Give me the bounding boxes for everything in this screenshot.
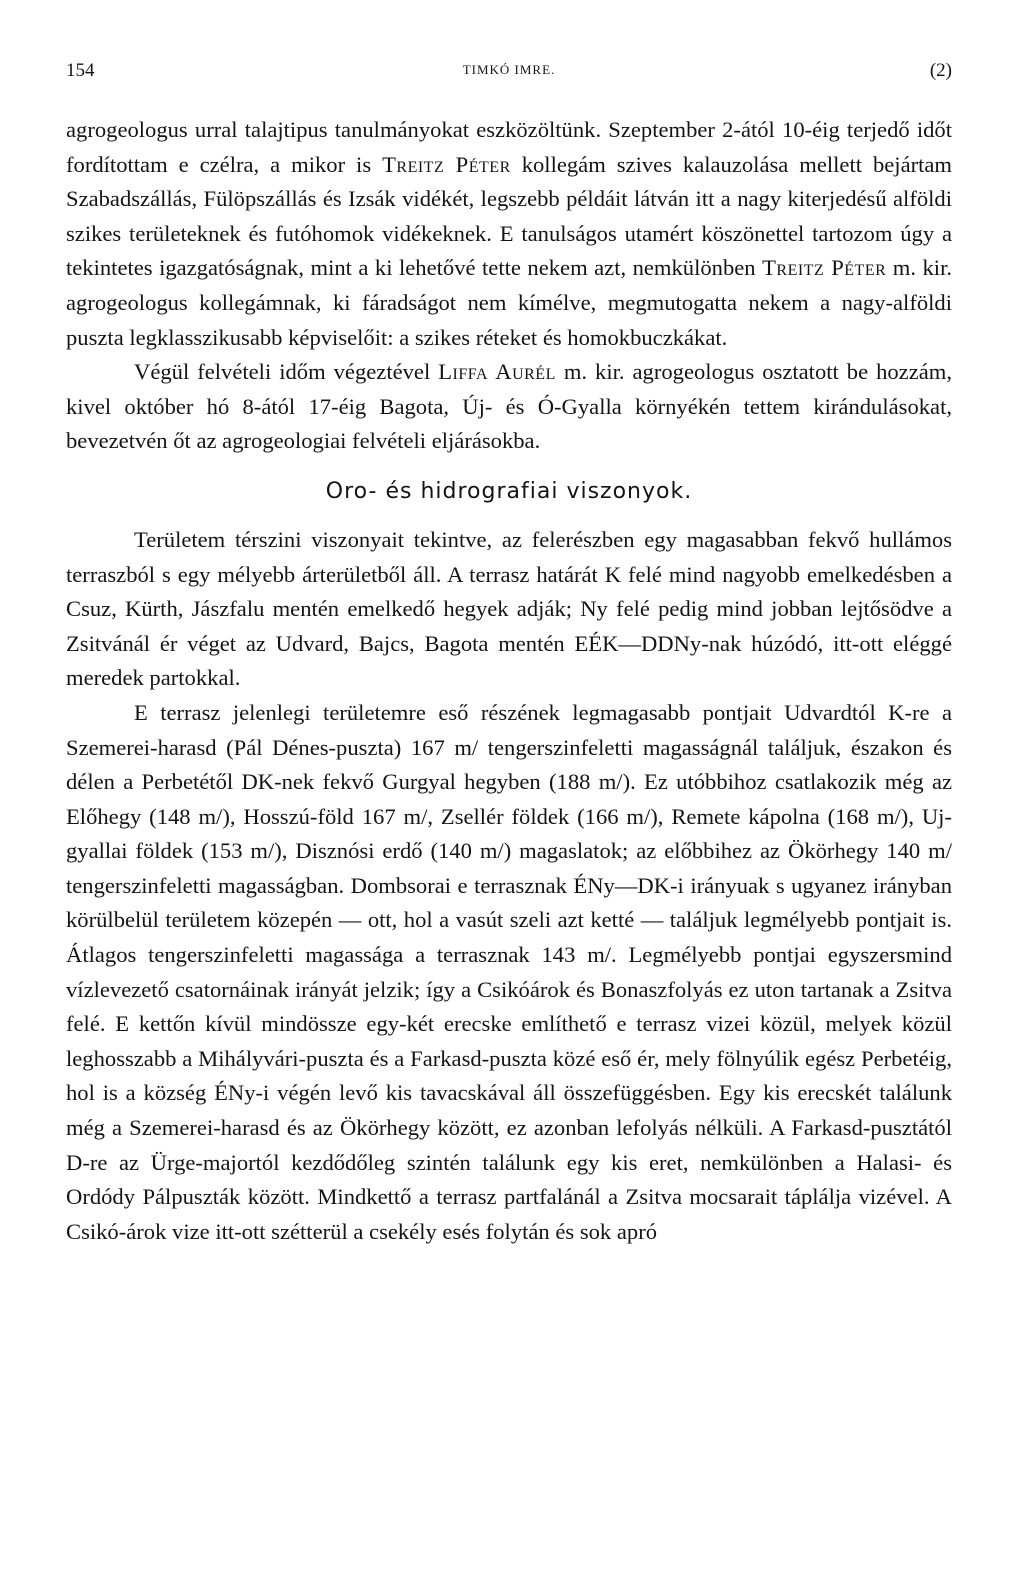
paragraph-text: m. kir. agrogeologus kollegámnak, ki fáradságot nem kímélve, megmutogatta nekem a nagy-alföldi puszta legklasszikusabb képviselőit: a szikes réteket és homokbuczkákat. <box>66 255 952 350</box>
paragraph-text: Végül felvételi időm végeztével <box>134 359 439 385</box>
paragraph-text: agrogeologus urral talajtipus tanulmányokat eszközöltünk. Szeptember 2-ától 10-éig terjedő időt fordítottam e czélra, a mikor is <box>66 117 952 177</box>
part-label: (2) <box>929 60 952 81</box>
paragraph-text: m. kir. agrogeologus osztatott be hozzám, kivel október hó 8-ától 17-éig Bagota, Új- és Ó-Gyalla környékén tettem kirándulásokat, bevezetvén őt az agrogeologiai felvételi eljárásokba. <box>66 359 952 454</box>
person-name: Treitz Péter <box>762 255 887 281</box>
body-text <box>66 113 952 1249</box>
paragraph-terrain: Területem térszini viszonyait tekintve, az felerészben egy magasabban fekvő hullámos terraszból s egy mélyebb árterületből áll. A terrasz határát K felé mind nagyobb emelkedésben a Csuz, Kürth, Jászfalu mentén emelkedő hegyek adják; Ny felé pedig mind jobban lejtősödve a Zsitvánál ér véget az Udvard, Bajcs, Bagota mentén EÉK—DDNy-nak húzódó, itt-ott eléggé meredek partokkal. <box>66 526 952 691</box>
running-title: TIMKÓ IMRE. <box>462 62 556 77</box>
page-number: 154 <box>66 60 95 81</box>
paragraph-terrace: E terrasz jelenlegi területemre eső részének legmagasabb pontjait Udvardtól K-re a Szemerei-harasd (Pál Dénes-puszta) 167 m/ tengerszinfeletti magasságnál találjuk, északon és délen a Perbetétől DK-nek fekvő Gurgyal hegyben (188 m/). Ez utóbbihoz csatlakozik még az Előhegy (148 m/), Hosszú-föld 167 m/, Zsellér földek (166 m/), Remete kápolna (168 m/), Uj-gyallai földek (153 m/), Disznósi erdő (140 m/) magaslatok; az előbbihez az Ökörhegy 140 m/ tengerszinfeletti magasságban. Dombsorai e terrasznak ÉNy—DK-i irányuak s ugyanez irányban körülbelül területem közepén — ott, hol a vasút szeli azt ketté — találjuk legmélyebb pontjait is. Átlagos tengerszinfeletti magassága a terrasznak 143 m/. Legmélyebb pontjai egyszersmind vízlevezető csatornáinak irányát jelzik; így a Csikóárok és Bonaszfolyás ez uton tartanak a Zsitva felé. E kettőn kívül mindössze egy-két erecske említhető e terrasz vizei közül, melyek közül leghosszabb a Mihályvári-puszta és a Farkasd-puszta közé eső ér, mely fölnyúlik egész Perbetéig, hol is a község ÉNy-i végén levő kis tavacskával áll összefüggésben. Egy kis erecskét találunk még a Szemerei-harasd és az Ökörhegy között, ez azonban lefolyás nélküli. A Farkasd-pusztától D-re az Ürge-majortól kezdődőleg szintén találunk egy kis eret, nemkülönben a Halasi- és Ordódy Pálpuszták között. Mindkettő a terrasz partfalánál a Zsitva mocsarait táplálja vizével. A Csikó-árok vize itt-ott szétterül a csekély esés folytán és sok apró <box>66 699 952 1244</box>
paragraph-text: kollegám szives kalauzolása mellett bejártam Szabadszállás, Fülöpszállás és Izsák vidékét, legszebb példáit látván itt a nagy kiterjedésű alföldi szikes területeknek és futóhomok vidékeknek. E tanulságos utamért köszönettel tartozom úgy a tekintetes igazgatóságnak, mint a ki lehetővé tette nekem azt, nemkülönben <box>66 151 953 281</box>
person-name: Treitz Péter <box>382 151 511 177</box>
paragraph-liffa <box>66 355 952 459</box>
paragraph-intro <box>66 113 952 355</box>
book-page <box>66 52 952 1249</box>
section-heading: Oro- és hidrografiai viszonyok. <box>325 478 693 504</box>
person-name: Liffa Aurél <box>438 359 556 385</box>
page-header <box>66 52 952 92</box>
